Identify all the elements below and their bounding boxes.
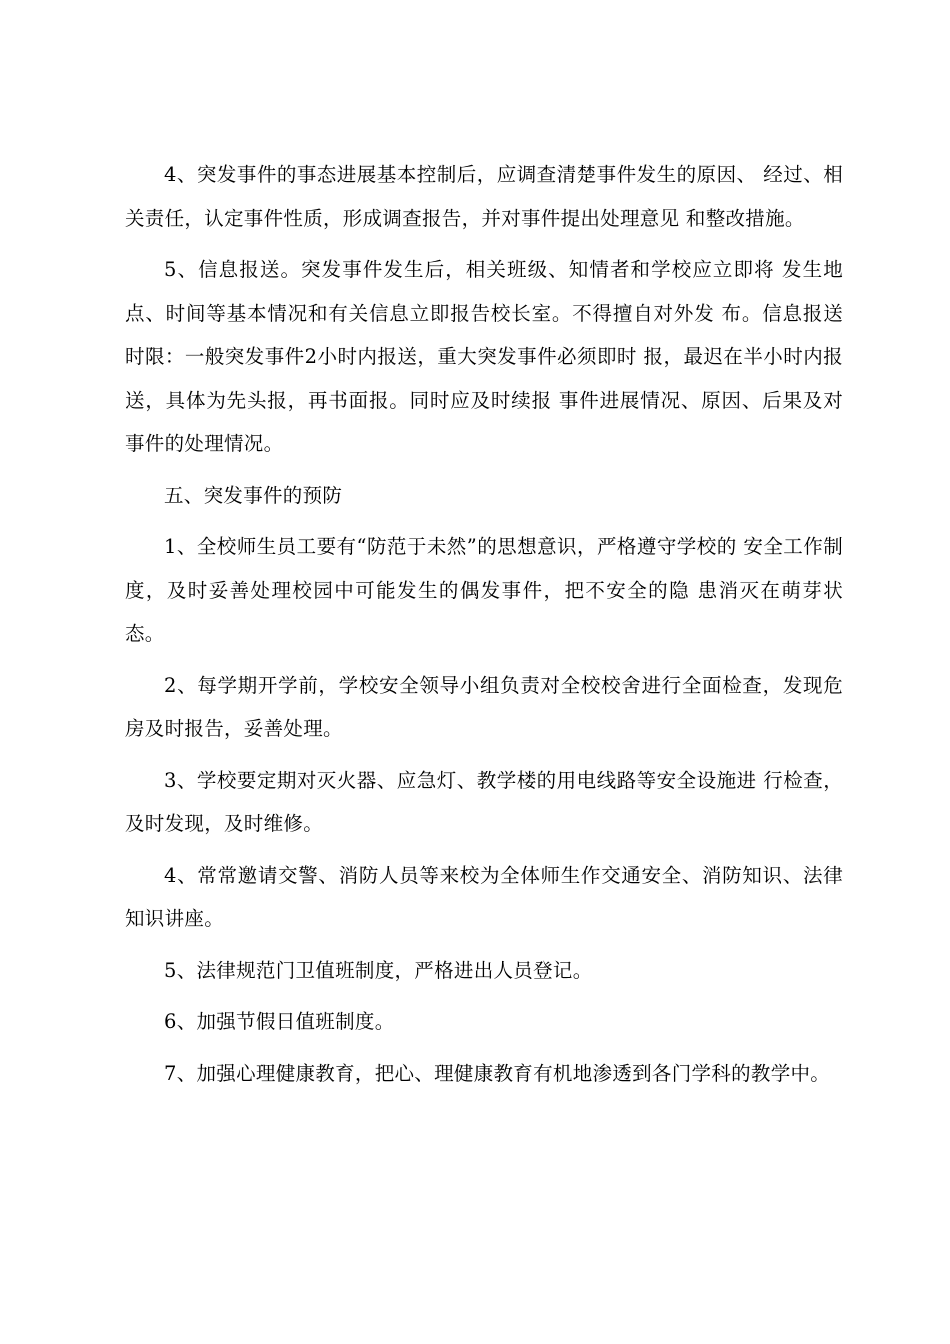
prevention-item-6: 6、加强节假日值班制度。 (164, 1010, 395, 1033)
paragraph-incident-investigation: 4、突发事件的事态进展基本控制后，应调查清楚事件发生的原因、 经过、相关责任，认定事件性质，形成调查报告，并对事件提出处理意见 和整改措施。 (125, 163, 843, 230)
document-body (125, 153, 843, 1103)
paragraph-information-reporting: 5、信息报送。突发事件发生后，相关班级、知情者和学校应立即将 发生地点、时间等基本情况和有关信息立即报告校长室。不得擅自对外发 布。信息报送时限：一般突发事件2小时内报送，重大突发事件必须即时 报，最迟在半小时内报送，具体为先头报，再书面报。同时应及时续报 事件进展情况、原因、后果及对事件的处理情况。 (125, 258, 843, 455)
prevention-item-5: 5、法律规范门卫值班制度，严格进出人员登记。 (164, 958, 593, 982)
prevention-item-4: 4、常常邀请交警、消防人员等来校为全体师生作交通安全、消防知识、法律知识讲座。 (125, 863, 843, 930)
section-heading-prevention: 五、突发事件的预防 (164, 483, 343, 507)
prevention-item-3: 3、学校要定期对灭火器、应急灯、教学楼的用电线路等安全设施进 行检查，及时发现，及时维修。 (125, 768, 843, 835)
prevention-item-2: 2、每学期开学前，学校安全领导小组负责对全校校舍进行全面检查，发现危房及时报告，妥善处理。 (125, 673, 843, 740)
prevention-item-1: 1、全校师生员工要有“防范于未然”的思想意识，严格遵守学校的 安全工作制度，及时妥善处理校园中可能发生的偶发事件，把不安全的隐 患消灭在萌芽状态。 (125, 535, 843, 645)
prevention-item-7: 7、加强心理健康教育，把心、理健康教育有机地渗透到各门学科的教学中。 (164, 1061, 831, 1085)
